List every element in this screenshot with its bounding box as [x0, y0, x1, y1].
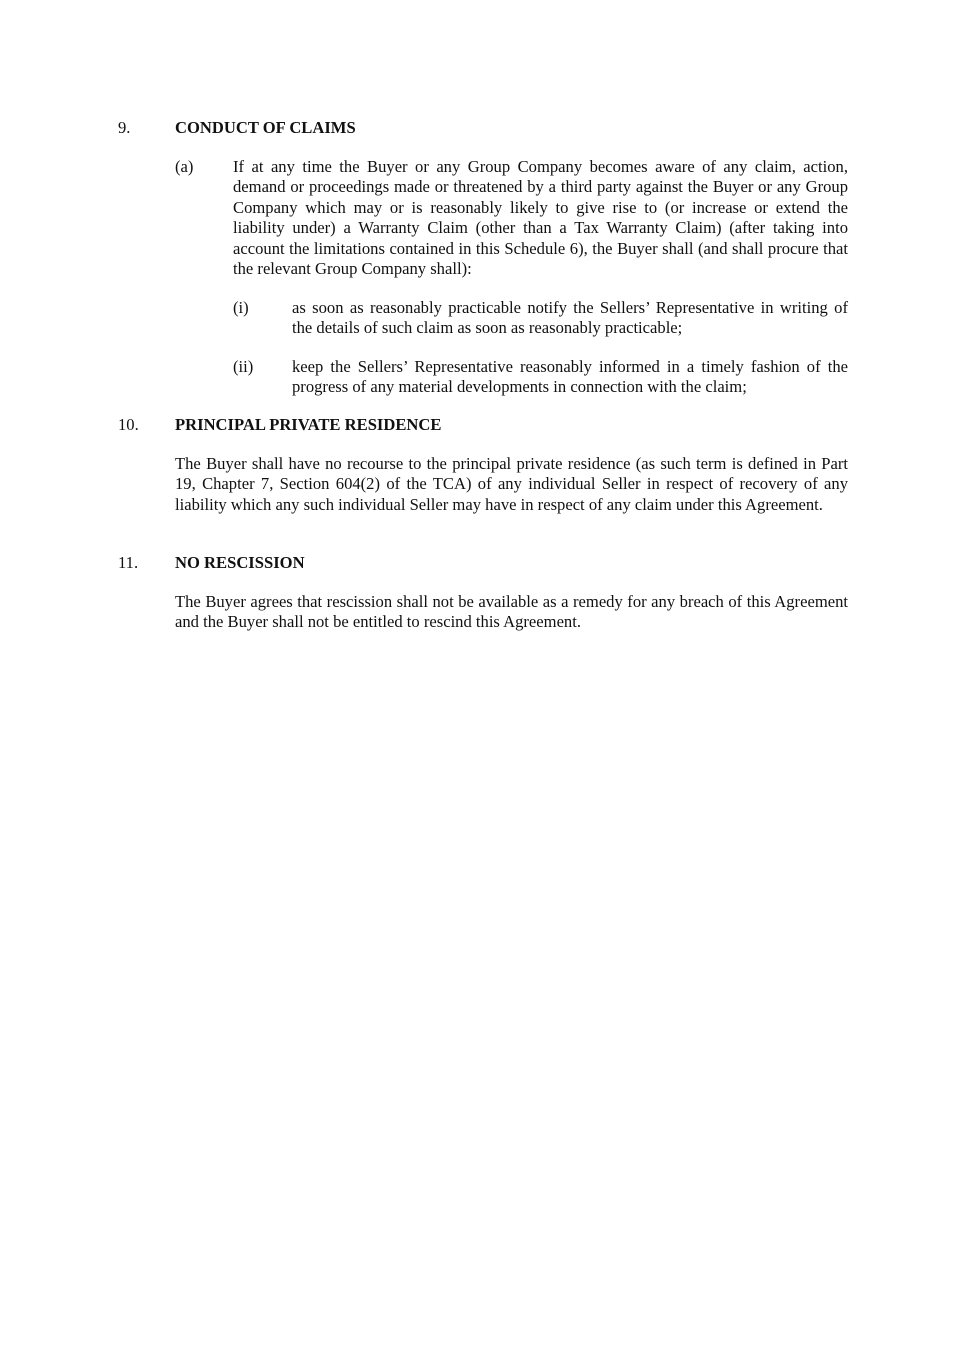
section-number: 10.	[118, 415, 139, 434]
item-text: as soon as reasonably practicable notify the Sellers’ Representative in writing of the details of such claim as soon as reasonably practicable;	[292, 298, 848, 338]
section-body: The Buyer agrees that rescission shall not be available as a remedy for any breach of this Agreement and the Buyer shall not be entitled to rescind this Agreement.	[175, 592, 848, 632]
section-number: 9.	[118, 118, 131, 137]
subclause-text: If at any time the Buyer or any Group Company becomes aware of any claim, action, demand or proceedings made or threatened by a third party against the Buyer or any Group Company which may or is reasonably likely to give rise to (or increase or extend the liability under) a Warranty Claim (other than a Tax Warranty Claim) (after taking into account the limitations contained in this Schedule 6), the Buyer shall (and shall procure that the relevant Group Company shall):	[233, 157, 848, 279]
item-label: (ii)	[233, 357, 254, 376]
subclause-label: (a)	[175, 157, 194, 176]
item-label: (i)	[233, 298, 249, 317]
section-body: The Buyer shall have no recourse to the principal private residence (as such term is defined in Part 19, Chapter 7, Section 604(2) of the TCA) of any individual Seller in respect of recovery of any liability which any such individual Seller may have in respect of any claim under this Agreement.	[175, 454, 848, 514]
section-title: CONDUCT OF CLAIMS	[175, 118, 356, 137]
section-title: PRINCIPAL PRIVATE RESIDENCE	[175, 415, 442, 434]
section-title: NO RESCISSION	[175, 553, 305, 572]
item-text: keep the Sellers’ Representative reasonably informed in a timely fashion of the progress of any material developments in connection with the claim;	[292, 357, 848, 397]
section-number: 11.	[118, 553, 139, 572]
